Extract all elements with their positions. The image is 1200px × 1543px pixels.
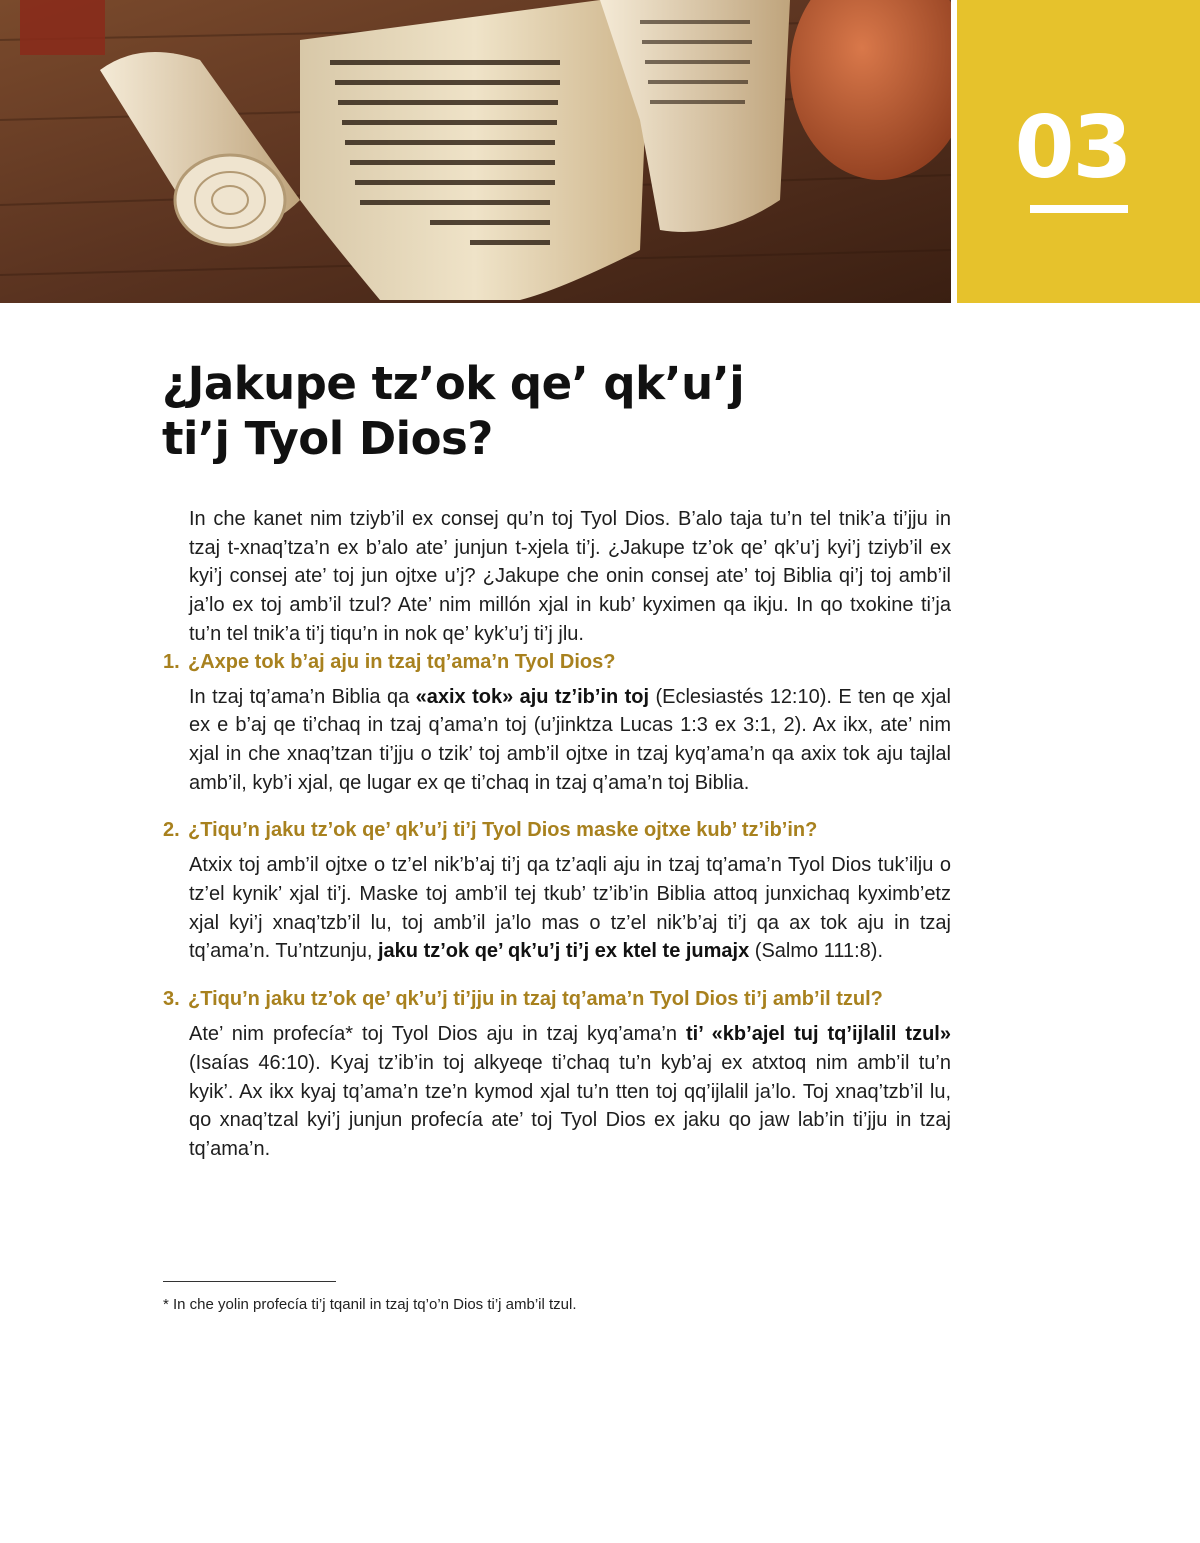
answer-text: (Eclesiastés 12:10). E ten qe xjal ex e b’aj qe ti’chaq in tzaj q’ama’n toj (u’jinktza Lucas 1:3 ex 3:1, 2). Ax ikx, ate’ nim xjal in che xnaq’tzan ti’jju o tzik’ toj amb’il ojtxe in tzaj kyq’ama’n qa axix tok aju tajlal amb’il, kyb’i xjal, qe lugar ex qe ti’chaq in tzaj q’ama’n toj Biblia. — [189, 685, 951, 794]
hero-image-scrolls — [0, 0, 951, 303]
emphasis-text: ti’ «kb’ajel tuj tq’ijlalil tzul» — [686, 1023, 951, 1046]
question-section-1 — [163, 649, 951, 798]
footnote-divider — [163, 1281, 336, 1282]
title-line-2: ti’j Tyol Dios? — [162, 412, 493, 465]
chapter-underline — [1030, 205, 1128, 213]
chapter-number: 03 — [1014, 98, 1131, 198]
question-section-2 — [163, 817, 951, 966]
question-section-3 — [163, 986, 951, 1164]
intro-paragraph: In che kanet nim tziyb’il ex consej qu’n toj Tyol Dios. B’alo taja tu’n tel tnik’a ti’jju in tzaj t-xnaq’tza’n ex b’alo ate’ junjun t-xjela ti’j. ¿Jakupe tz’ok qe’ qk’u’j kyi’j tziyb’il ex kyi’j consej ate’ toj jun ojtxe u’j? ¿Jakupe che onin consej ate’ toj Biblia qi’j toj amb’il ja’lo ex toj amb’il tzul? Ate’ nim millón xjal in kub’ kyximen qa ikju. In qo txokine ti’ja tu’n tel tnik’a ti’j tiqu’n in nok qe’ kyk’u’j ti’j jlu. — [189, 508, 951, 645]
article-body — [163, 505, 951, 1184]
question-number: 2. — [163, 819, 180, 842]
question-text: ¿Axpe tok b’aj aju in tzaj tq’ama’n Tyol Dios? — [188, 650, 616, 673]
title-line-1: ¿Jakupe tz’ok qe’ qk’u’j — [162, 357, 745, 410]
page-title — [162, 356, 962, 466]
question-text: ¿Tiqu’n jaku tz’ok qe’ qk’u’j ti’j Tyol Dios maske ojtxe kub’ tz’ib’in? — [188, 819, 818, 842]
emphasis-text: jaku tz’ok qe’ qk’u’j ti’j ex ktel te jumajx — [378, 940, 750, 963]
answer-text: (Salmo 111:8). — [749, 940, 883, 963]
question-heading — [163, 649, 951, 675]
answer-paragraph — [163, 851, 951, 966]
emphasis-text: «axix tok» aju tz’ib’in toj — [415, 685, 650, 708]
answer-text: Ate’ nim profecía* toj Tyol Dios aju in tzaj kyq’ama’n — [189, 1023, 686, 1046]
answer-text: In tzaj tq’ama’n Biblia qa — [189, 685, 416, 708]
question-heading — [163, 986, 951, 1012]
question-number: 1. — [163, 650, 180, 673]
footnote: * In che yolin profecía ti’j tqanil in tzaj tq’o’n Dios ti’j amb’il tzul. — [163, 1296, 577, 1313]
question-heading — [163, 817, 951, 843]
question-number: 3. — [163, 988, 180, 1011]
answer-paragraph — [163, 683, 951, 798]
answer-text: (Isaías 46:10). Kyaj tz’ib’in toj alkyeqe ti’chaq tu’n kyb’aj ex atxtoq nim amb’il tu’n kyik’. Ax ikx kyaj tq’ama’n tze’n kymod xjal tu’n tten toj qq’ijlalil ja’lo. Toj xnaq’tzb’il lu, qo xnaq’tzal kyi’j junjun profecía ate’ toj Tyol Dios ex jaku qo jaw lab’in ti’jju in tzaj tq’ama’n. — [189, 1051, 951, 1160]
scrolls-illustration — [0, 0, 951, 303]
answer-paragraph — [163, 1020, 951, 1164]
answer-text: Atxix toj amb’il ojtxe o tz’el nik’b’aj ti’j qa tz’aqli aju in tzaj tq’ama’n Tyol Dios tuk’ilju o tz’el kynik’ xjal ti’j. Maske toj amb’il tej tkub’ tz’ib’in Biblia attoq junxichaq kyximb’etz xjal kyi’j xnaq’tzb’il lu, toj amb’il ja’lo mas o tz’el nik’b’aj ti’j qa ax tok aju in tzaj tq’ama’n. Tu’ntzunju, — [189, 854, 951, 963]
chapter-badge — [957, 0, 1200, 303]
question-text: ¿Tiqu’n jaku tz’ok qe’ qk’u’j ti’jju in tzaj tq’ama’n Tyol Dios ti’j amb’il tzul? — [188, 988, 883, 1011]
